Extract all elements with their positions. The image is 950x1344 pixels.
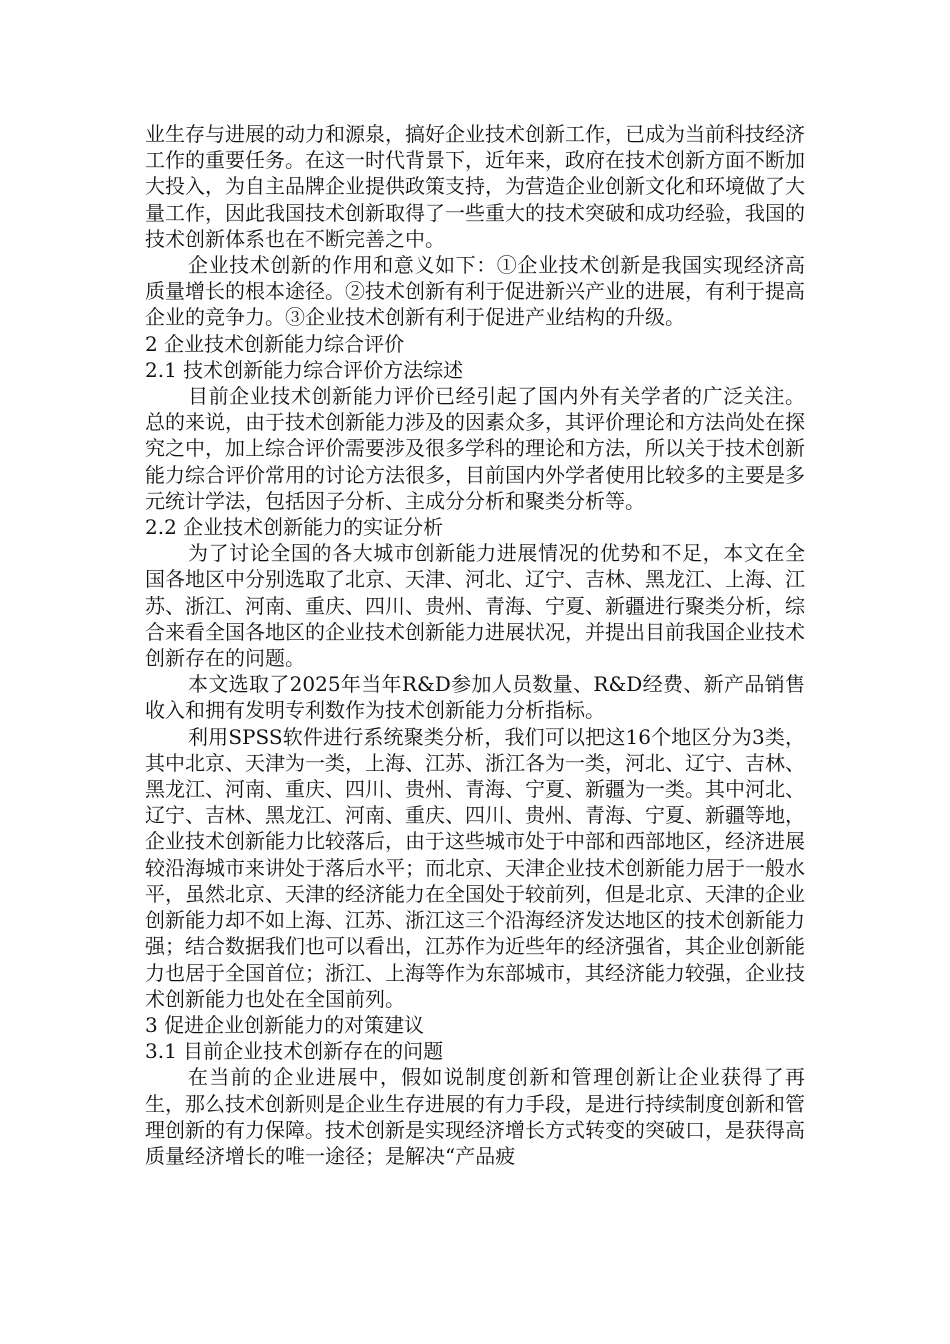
section-heading: 3 促进企业创新能力的对策建议: [145, 1012, 425, 1037]
paragraph: 为了讨论全国的各大城市创新能力进展情况的优势和不足，本文在全国各地区中分别选取了北京、天津、河北、辽宁、吉林、黑龙江、上海、江苏、浙江、河南、重庆、四川、贵州、青海、宁夏、新疆进行聚类分析，综合来看全国各地区的企业技术创新能力进展状况，并提出目前我国企业技术创新存在的问题。: [145, 541, 805, 671]
subsection-heading: 3.1 目前企业技术创新存在的问题: [145, 1039, 444, 1064]
paragraph: 业生存与进展的动力和源泉，搞好企业技术创新工作，已成为当前科技经济工作的重要任务。在这一时代背景下，近年来，政府在技术创新方面不断加大投入，为自主品牌企业提供政策支持，为营造企业创新文化和环境做了大量工作，因此我国技术创新取得了一些重大的技术突破和成功经验，我国的技术创新体系也在不断完善之中。: [145, 122, 805, 251]
paragraph: 利用SPSS软件进行系统聚类分析，我们可以把这16个地区分为3类，其中北京、天津为一类，上海、江苏、浙江各为一类，河北、辽宁、吉林、黑龙江、河南、重庆、四川、贵州、青海、宁夏、新疆为一类。其中河北、辽宁、吉林、黑龙江、河南、重庆、四川、贵州、青海、宁夏、新疆等地，企业技术创新能力比较落后，由于这些城市处于中部和西部地区，经济进展较沿海城市来讲处于落后水平；而北京、天津企业技术创新能力居于一般水平，虽然北京、天津的经济能力在全国处于较前列，但是北京、天津的企业创新能力却不如上海、江苏、浙江这三个沿海经济发达地区的技术创新能力强；结合数据我们也可以看出，江苏作为近些年的经济强省，其企业创新能力也居于全国首位；浙江、上海等作为东部城市，其经济能力较强，企业技术创新能力也处在全国前列。: [145, 724, 805, 1011]
paragraph: 在当前的企业进展中，假如说制度创新和管理创新让企业获得了再生，那么技术创新则是企业生存进展的有力手段，是进行持续制度创新和管理创新的有力保障。技术创新是实现经济增长方式转变的突破口，是获得高质量经济增长的唯一途径；是解决“产品疲: [145, 1065, 805, 1168]
document-body: [145, 121, 805, 1169]
paragraph: 目前企业技术创新能力评价已经引起了国内外有关学者的广泛关注。总的来说，由于技术创新能力涉及的因素众多，其评价理论和方法尚处在探究之中，加上综合评价需要涉及很多学科的理论和方法，所以关于技术创新能力综合评价常用的讨论方法很多，目前国内外学者使用比较多的主要是多元统计学法，包括因子分析、主成分分析和聚类分析等。: [145, 384, 805, 513]
paragraph: 企业技术创新的作用和意义如下：①企业技术创新是我国实现经济高质量增长的根本途径。②技术创新有利于促进新兴产业的进展，有利于提高企业的竞争力。③企业技术创新有利于促进产业结构的升级。: [145, 253, 805, 330]
section-heading: 2 企业技术创新能力综合评价: [145, 331, 405, 356]
paragraph: 本文选取了2025年当年R&D参加人员数量、R&D经费、新产品销售收入和拥有发明专利数作为技术创新能力分析指标。: [145, 672, 805, 723]
subsection-heading: 2.1 技术创新能力综合评价方法综述: [145, 357, 464, 382]
subsection-heading: 2.2 企业技术创新能力的实证分析: [145, 515, 444, 540]
